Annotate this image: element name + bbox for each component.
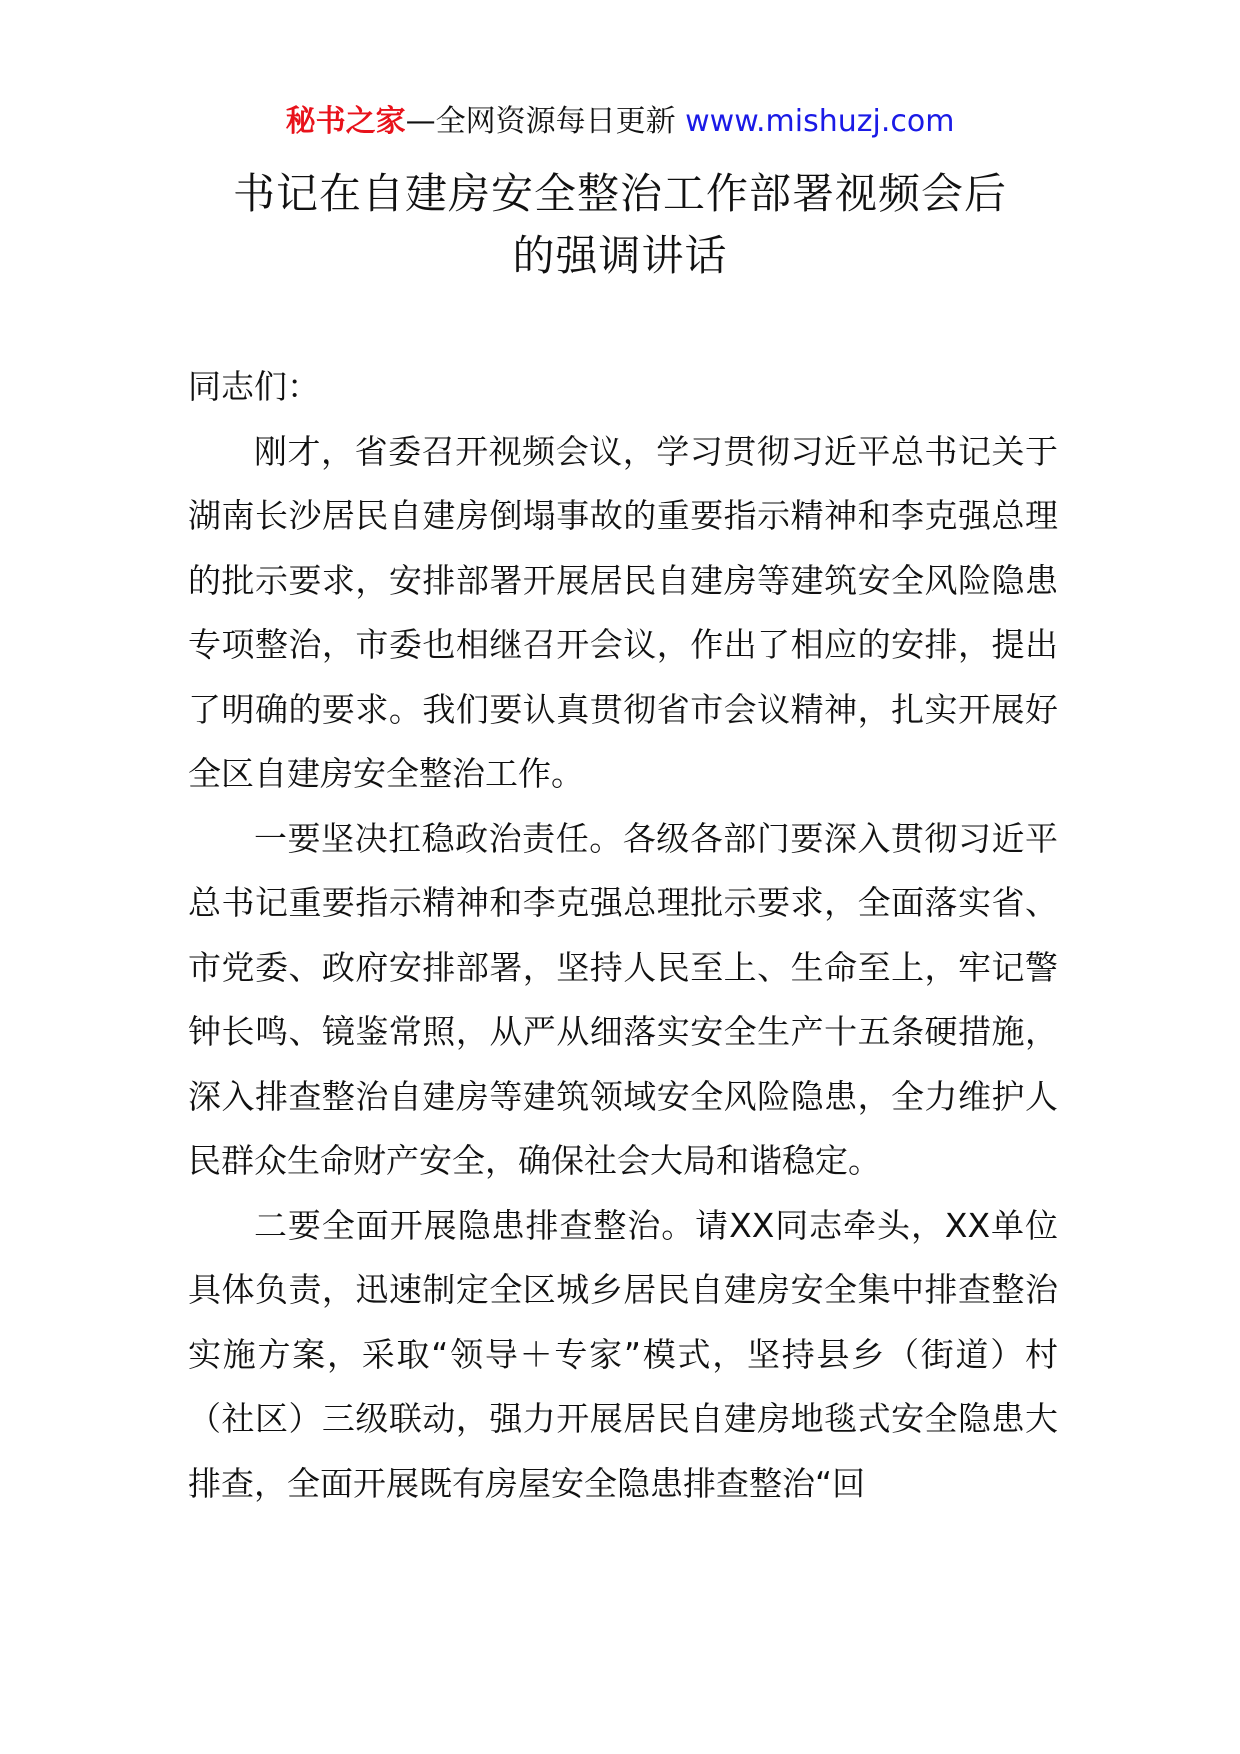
site-url-link[interactable]: www.mishuzj.com [685, 104, 955, 139]
title-line-1: 书记在自建房安全整治工作部署视频会后 [232, 169, 1007, 218]
title-line-2: 的强调讲话 [512, 231, 728, 280]
header-tagline: —全网资源每日更新 [405, 104, 676, 139]
paragraph-intro: 刚才，省委召开视频会议，学习贯彻习近平总书记关于湖南长沙居民自建房倒塌事故的重要指示精神和李克强总理的批示要求，安排部署开展居民自建房等建筑安全风险隐患专项整治，市委也相继召开会议，作出了相应的安排，提出了明确的要求。我们要认真贯彻省市会议精神，扎实开展好全区自建房安全整治工作。 [188, 431, 1058, 793]
paragraph-point-2: 二要全面开展隐患排查整治。请XX同志牵头，XX单位具体负责，迅速制定全区城乡居民自建房安全集中排查整治实施方案，采取“领导＋专家”模式，坚持县乡（街道）村（社区）三级联动，强力开展居民自建房地毯式安全隐患大排查，全面开展既有房屋安全隐患排查整治“回 [188, 1205, 1058, 1503]
document-title [150, 163, 1090, 287]
salutation: 同志们： [188, 367, 320, 406]
site-header [0, 100, 1240, 144]
brand-name: 秘书之家 [285, 104, 406, 139]
paragraph-point-1: 一要坚决扛稳政治责任。各级各部门要深入贯彻习近平总书记重要指示精神和李克强总理批示要求，全面落实省、市党委、政府安排部署，坚持人民至上、生命至上，牢记警钟长鸣、镜鉴常照，从严从细落实安全生产十五条硬措施，深入排查整治自建房等建筑领域安全风险隐患，全力维护人民群众生命财产安全，确保社会大局和谐稳定。 [188, 818, 1058, 1180]
document-body [188, 355, 1058, 1516]
